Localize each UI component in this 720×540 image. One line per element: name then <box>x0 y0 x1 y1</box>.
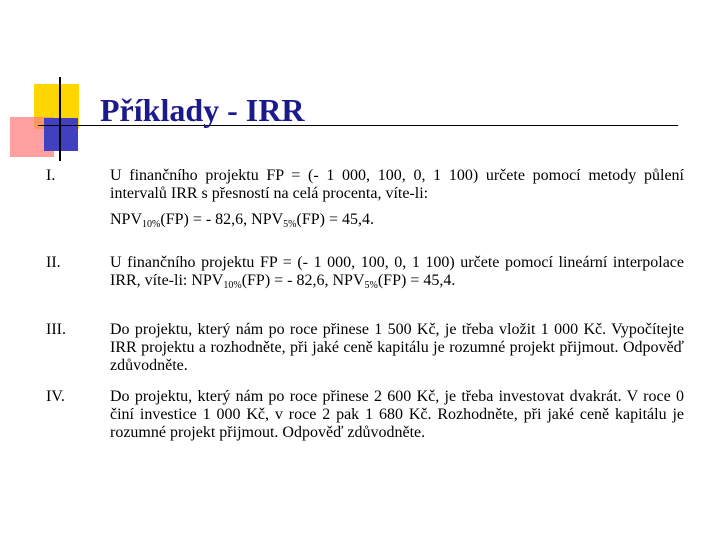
decor-blue-square <box>44 118 78 151</box>
item-text <box>110 321 684 375</box>
npv-rate-sub: 5% <box>283 219 297 230</box>
item-number: III. <box>46 321 66 338</box>
item-number: I. <box>46 167 56 184</box>
slide-title: Příklady - IRR <box>100 92 305 128</box>
item-description: Do projektu, který nám po roce přinese 2 600 Kč, je třeba investovat dvakrát. V roce 0 činí investice 1 000 Kč, v roce 2 pak 1 680 Kč. Rozhodněte, při jaké ceně kapitálu je rozumné projekt přijmout. Odpověď zdůvodněte. <box>110 388 684 441</box>
npv-rate-sub: 5% <box>364 280 378 291</box>
item-text <box>110 388 684 442</box>
npv-label: NPV <box>110 211 143 228</box>
item-description: U finančního projektu FP = (- 1 000, 100, 0, 1 100) určete pomocí metody půlení intervalů IRR s přesností na celá procenta, víte-li: <box>110 167 684 202</box>
item-text-part: U finančního projektu FP = (- 1 000, 100, 0, 1 100) určete pomocí lineární interpolace IRR, víte-li: NPV <box>110 254 684 289</box>
npv-value-text: (FP) = 45,4. <box>296 211 374 228</box>
decor-vertical-line <box>59 77 61 161</box>
item-number: II. <box>46 254 61 271</box>
item-description <box>110 254 684 290</box>
item-npv-line <box>110 211 684 229</box>
item-text-part: (FP) = - 82,6, NPV <box>241 272 365 289</box>
item-description: Do projektu, který nám po roce přinese 1 500 Kč, je třeba vložit 1 000 Kč. Vypočítejte IRR projektu a rozhodněte, při jaké ceně kapitálu je rozumné projekt přijmout. Odpověď zdůvodněte. <box>110 321 684 374</box>
item-text <box>110 167 684 229</box>
item-text-part: (FP) = 45,4. <box>377 272 456 289</box>
item-text <box>110 254 684 290</box>
npv-value-text: (FP) = - 82,6, NPV <box>160 211 284 228</box>
npv-rate-sub: 10% <box>142 219 161 230</box>
item-number: IV. <box>46 388 65 405</box>
npv-rate-sub: 10% <box>223 280 242 291</box>
